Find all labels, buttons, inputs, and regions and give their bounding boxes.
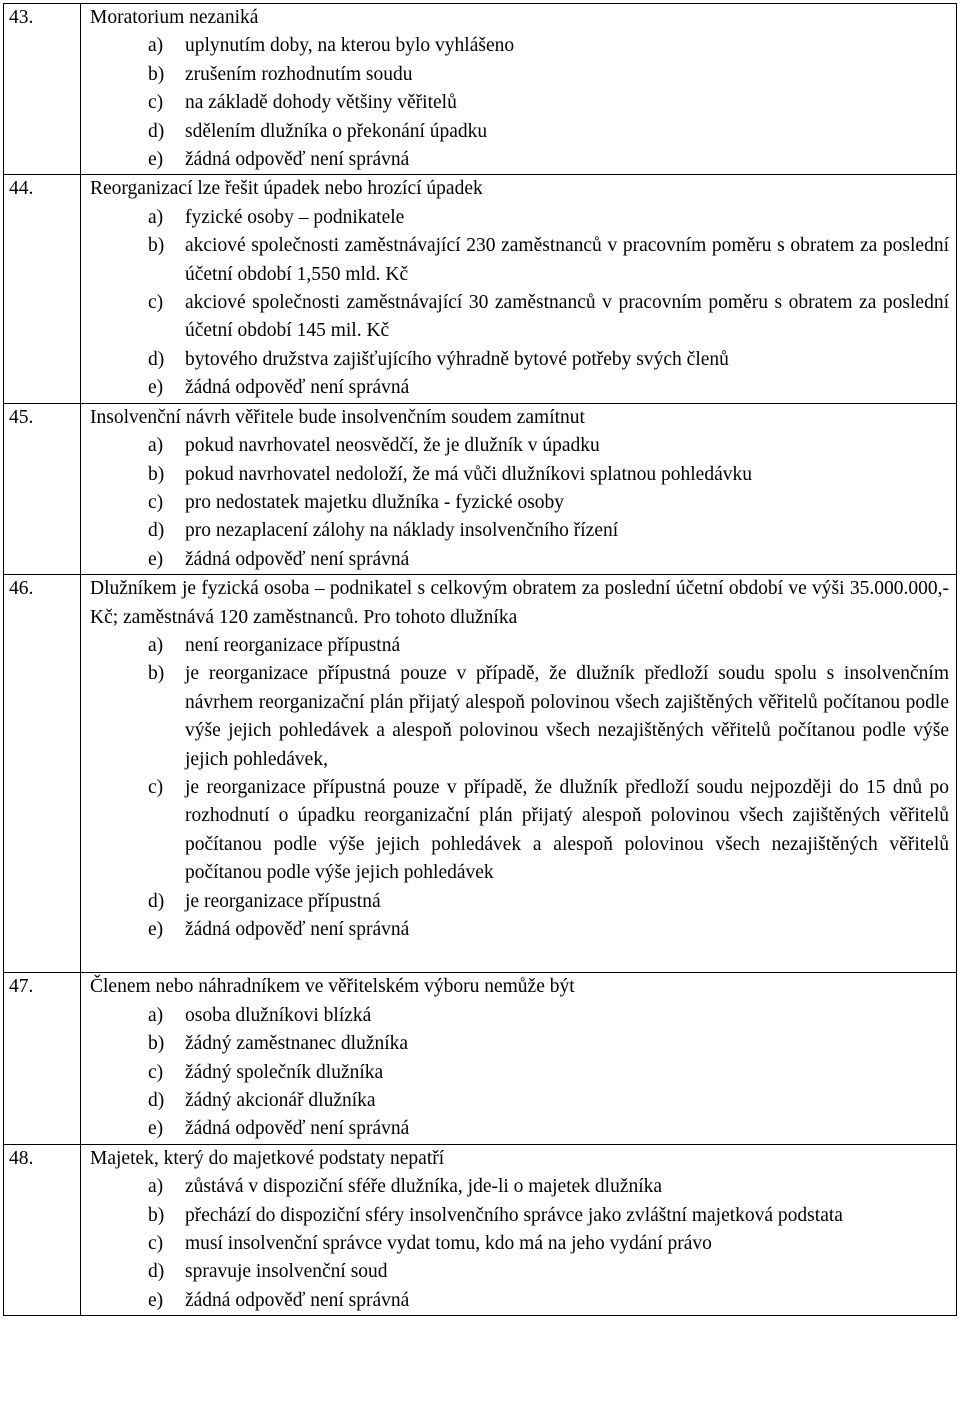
- option-text: osoba dlužníkovi blízká: [185, 1004, 372, 1026]
- option-text: zrušením rozhodnutím soudu: [185, 63, 413, 85]
- answer-option: [90, 888, 949, 916]
- option-letter: a): [148, 1176, 164, 1198]
- question-row: [4, 403, 957, 574]
- question-number: 46.: [4, 575, 81, 973]
- option-text: žádná odpověď není správná: [185, 149, 410, 171]
- answer-option: [90, 346, 949, 374]
- question-stem: Dlužníkem je fyzická osoba – podnikatel s celkovým obratem za poslední účetní období ve výši 35.000.000,- Kč; zaměstnává 120 zaměstnanců. Pro tohoto dlužníka: [90, 578, 949, 628]
- question-row: [4, 175, 957, 403]
- option-text: pro nedostatek majetku dlužníka - fyzické osoby: [185, 491, 565, 513]
- option-letter: b): [148, 663, 165, 685]
- question-body: [81, 4, 957, 175]
- answer-option: [90, 546, 949, 574]
- option-text: žádný zaměstnanec dlužníka: [185, 1033, 409, 1055]
- question-number: 44.: [4, 175, 81, 403]
- option-text: není reorganizace přípustná: [185, 634, 401, 656]
- answer-option: [90, 232, 949, 289]
- option-text: akciové společnosti zaměstnávající 30 zaměstnanců v pracovním poměru s obratem za poslední účetní období 145 mil. Kč: [185, 292, 949, 342]
- option-text: musí insolvenční správce vydat tomu, kdo má na jeho vydání právo: [185, 1233, 712, 1255]
- answer-option: [90, 432, 949, 460]
- question-number: 45.: [4, 403, 81, 574]
- question-number: 48.: [4, 1144, 81, 1315]
- answer-option: [90, 1173, 949, 1201]
- question-body: [81, 175, 957, 403]
- option-letter: b): [148, 235, 165, 257]
- option-letter: e): [148, 149, 164, 171]
- option-letter: c): [148, 92, 164, 114]
- option-letter: d): [148, 1090, 165, 1112]
- question-stem: Reorganizací lze řešit úpadek nebo hrozící úpadek: [90, 178, 483, 200]
- answer-option: [90, 1115, 949, 1143]
- option-letter: c): [148, 1061, 164, 1083]
- option-text: sdělením dlužníka o překonání úpadku: [185, 120, 488, 142]
- question-row: [4, 575, 957, 973]
- answer-option: [90, 89, 949, 117]
- answer-option: [90, 1230, 949, 1258]
- question-body: [81, 973, 957, 1144]
- document-page: [0, 3, 960, 1316]
- question-row: [4, 1144, 957, 1315]
- answer-option: [90, 1030, 949, 1058]
- option-text: na základě dohody většiny věřitelů: [185, 92, 457, 114]
- question-row: [4, 973, 957, 1144]
- option-letter: d): [148, 520, 165, 542]
- answer-option: [90, 32, 949, 60]
- answer-option: [90, 289, 949, 346]
- option-text: spravuje insolvenční soud: [185, 1261, 388, 1283]
- option-text: přechází do dispoziční sféry insolvenčního správce jako zvláštní majetková podstata: [185, 1204, 843, 1226]
- option-letter: d): [148, 348, 165, 370]
- option-letter: a): [148, 206, 164, 228]
- option-text: žádná odpověď není správná: [185, 377, 410, 399]
- question-stem: Členem nebo náhradníkem ve věřitelském výboru nemůže být: [90, 976, 575, 998]
- option-text: pro nezaplacení zálohy na náklady insolvenčního řízení: [185, 520, 619, 542]
- option-text: je reorganizace přípustná pouze v případě, že dlužník předloží soudu nejpozději do 15 dnů po rozhodnutí o úpadku reorganizační plán přijatý alespoň polovinou všech zajištěných věřitelů počítanou podle výše jejich pohledávek a alespoň polovinou všech nezajištěných věřitelů počítanou podle výše jejich pohledávek: [185, 776, 949, 884]
- answer-option: [90, 916, 949, 944]
- questions-table: [3, 3, 957, 1316]
- question-body: [81, 1144, 957, 1315]
- answer-option: [90, 61, 949, 89]
- option-text: je reorganizace přípustná pouze v případě, že dlužník předloží soudu spolu s insolvenčním návrhem reorganizační plán přijatý alespoň polovinou všech zajištěných věřitelů počítanou podle výše jejich pohledávek a alespoň polovinou všech nezajištěných věřitelů počítanou podle výše jejich pohledávek,: [185, 663, 949, 770]
- question-row: [4, 4, 957, 175]
- question-stem: Insolvenční návrh věřitele bude insolvenčním soudem zamítnut: [90, 406, 585, 428]
- option-letter: b): [148, 1204, 165, 1226]
- option-letter: b): [148, 1033, 165, 1055]
- answer-option: [90, 1087, 949, 1115]
- option-letter: e): [148, 919, 164, 940]
- option-letter: a): [148, 1004, 164, 1026]
- question-body: [81, 575, 957, 973]
- answer-option: [90, 118, 949, 146]
- option-text: akciové společnosti zaměstnávající 230 zaměstnanců v pracovním poměru s obratem za poslední účetní období 1,550 mld. Kč: [185, 235, 949, 285]
- answer-option: [90, 1002, 949, 1030]
- option-text: žádná odpověď není správná: [185, 919, 410, 940]
- question-stem: Majetek, který do majetkové podstaty nepatří: [90, 1147, 445, 1169]
- question-number: 47.: [4, 973, 81, 1144]
- option-letter: e): [148, 548, 164, 570]
- option-letter: b): [148, 463, 165, 485]
- option-text: žádná odpověď není správná: [185, 1118, 410, 1140]
- option-text: žádný akcionář dlužníka: [185, 1090, 376, 1112]
- option-text: fyzické osoby – podnikatele: [185, 206, 405, 228]
- option-text: bytového družstva zajišťujícího výhradně bytové potřeby svých členů: [185, 348, 729, 370]
- answer-option: [90, 632, 949, 660]
- option-letter: b): [148, 63, 165, 85]
- option-letter: d): [148, 120, 165, 142]
- option-text: uplynutím doby, na kterou bylo vyhlášeno: [185, 35, 515, 57]
- answer-option: [90, 774, 949, 888]
- answer-option: [90, 461, 949, 489]
- option-text: zůstává v dispoziční sféře dlužníka, jde-li o majetek dlužníka: [185, 1176, 663, 1198]
- question-body: [81, 403, 957, 574]
- option-text: pokud navrhovatel nedoloží, že má vůči dlužníkovi splatnou pohledávku: [185, 463, 752, 485]
- answer-option: [90, 204, 949, 232]
- question-stem: Moratorium nezaniká: [90, 7, 259, 28]
- option-letter: e): [148, 1289, 164, 1311]
- question-number: 43.: [4, 4, 81, 175]
- option-letter: d): [148, 890, 165, 912]
- answer-option: [90, 660, 949, 774]
- option-letter: e): [148, 377, 164, 399]
- option-letter: e): [148, 1118, 164, 1140]
- option-letter: a): [148, 435, 164, 457]
- answer-option: [90, 1258, 949, 1286]
- option-text: žádná odpověď není správná: [185, 1289, 410, 1311]
- option-text: žádná odpověď není správná: [185, 548, 410, 570]
- option-letter: c): [148, 491, 164, 513]
- option-text: pokud navrhovatel neosvědčí, že je dlužník v úpadku: [185, 435, 600, 457]
- option-letter: c): [148, 776, 164, 798]
- option-letter: d): [148, 1261, 165, 1283]
- answer-option: [90, 489, 949, 517]
- answer-option: [90, 1202, 949, 1230]
- answer-option: [90, 146, 949, 174]
- option-text: žádný společník dlužníka: [185, 1061, 384, 1083]
- answer-option: [90, 1287, 949, 1315]
- answer-option: [90, 1059, 949, 1087]
- option-letter: c): [148, 292, 164, 314]
- answer-option: [90, 517, 949, 545]
- option-letter: a): [148, 35, 164, 57]
- option-text: je reorganizace přípustná: [185, 890, 381, 912]
- option-letter: c): [148, 1233, 164, 1255]
- option-letter: a): [148, 634, 164, 656]
- answer-option: [90, 374, 949, 402]
